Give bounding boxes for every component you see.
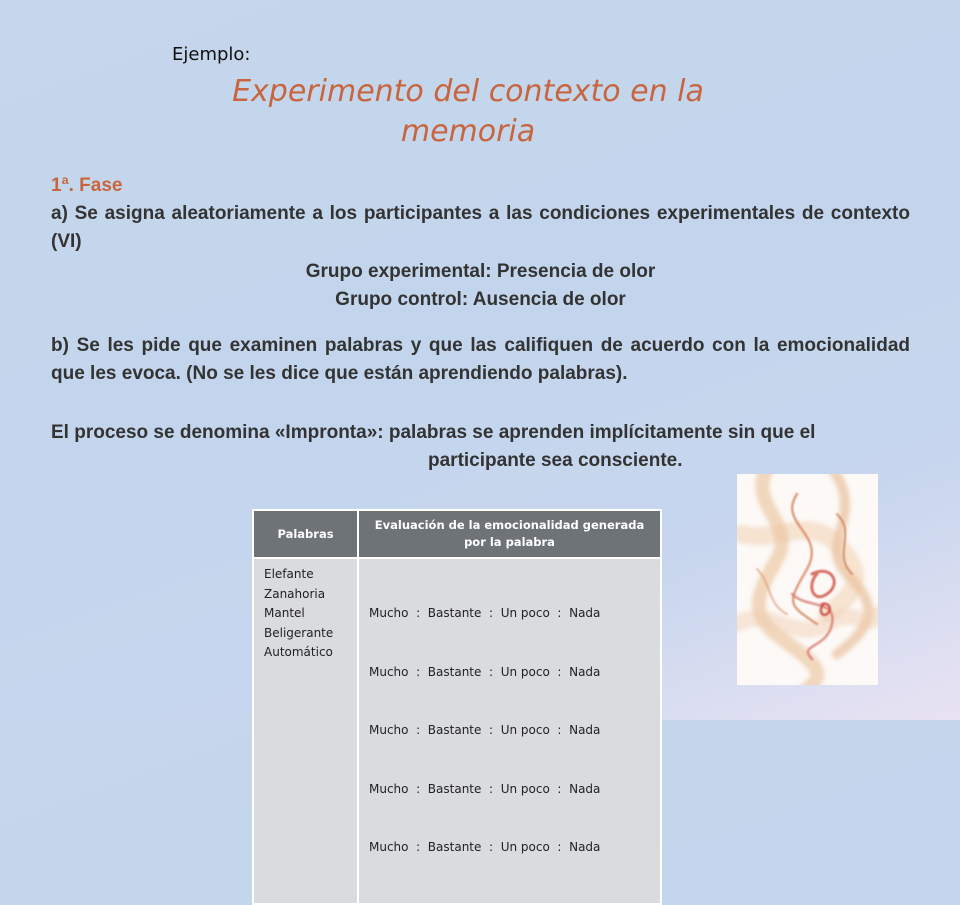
word-item: Mantel [264,606,305,620]
words-table [252,509,662,905]
phase-heading: 1ª. Fase [51,175,123,196]
words-cell [253,558,358,904]
smoke-image [737,474,878,685]
slide-title [200,72,736,152]
example-label: Ejemplo: [172,44,251,65]
paragraph-c: El proceso se denomina «Impronta»: palabras se aprenden implícitamente sin que el [51,422,816,443]
group-control: Grupo control: Ausencia de olor [335,289,626,310]
rating-scale: Mucho : Bastante : Un poco : Nada [369,781,601,796]
word-item: Automático [264,645,333,659]
rating-scale: Mucho : Bastante : Un poco : Nada [369,664,601,679]
word-item: Zanahoria [264,586,326,601]
table-header-row [253,510,661,558]
group-experimental: Grupo experimental: Presencia de olor [305,261,656,282]
header-words: Palabras [253,510,358,558]
title-line-2: memoria [400,114,536,149]
paragraph-b: b) Se les pide que examinen palabras y que las califiquen de acuerdo con la emocionalidad que les evoca. (No se les dice que están aprendiendo palabras). [51,335,910,384]
rating-scale: Mucho : Bastante : Un poco : Nada [369,723,601,737]
rating-scale: Mucho : Bastante : Un poco : Nada [369,606,601,620]
header-evaluation: Evaluación de la emocionalidad generada por la palabra [358,510,661,558]
smoke-illustration [737,474,878,685]
rating-scale: Mucho : Bastante : Un poco : Nada [369,840,601,854]
table-row [253,558,661,904]
word-item: Elefante [264,567,314,581]
word-item: Beligerante [264,625,334,640]
title-line-1: Experimento del contexto en la [232,74,704,109]
paragraph-c-continued: participante sea consciente. [428,450,683,471]
ratings-cell [358,558,661,904]
paragraph-a: a) Se asigna aleatoriamente a los participantes a las condiciones experimentales de contexto (VI) [51,203,910,252]
